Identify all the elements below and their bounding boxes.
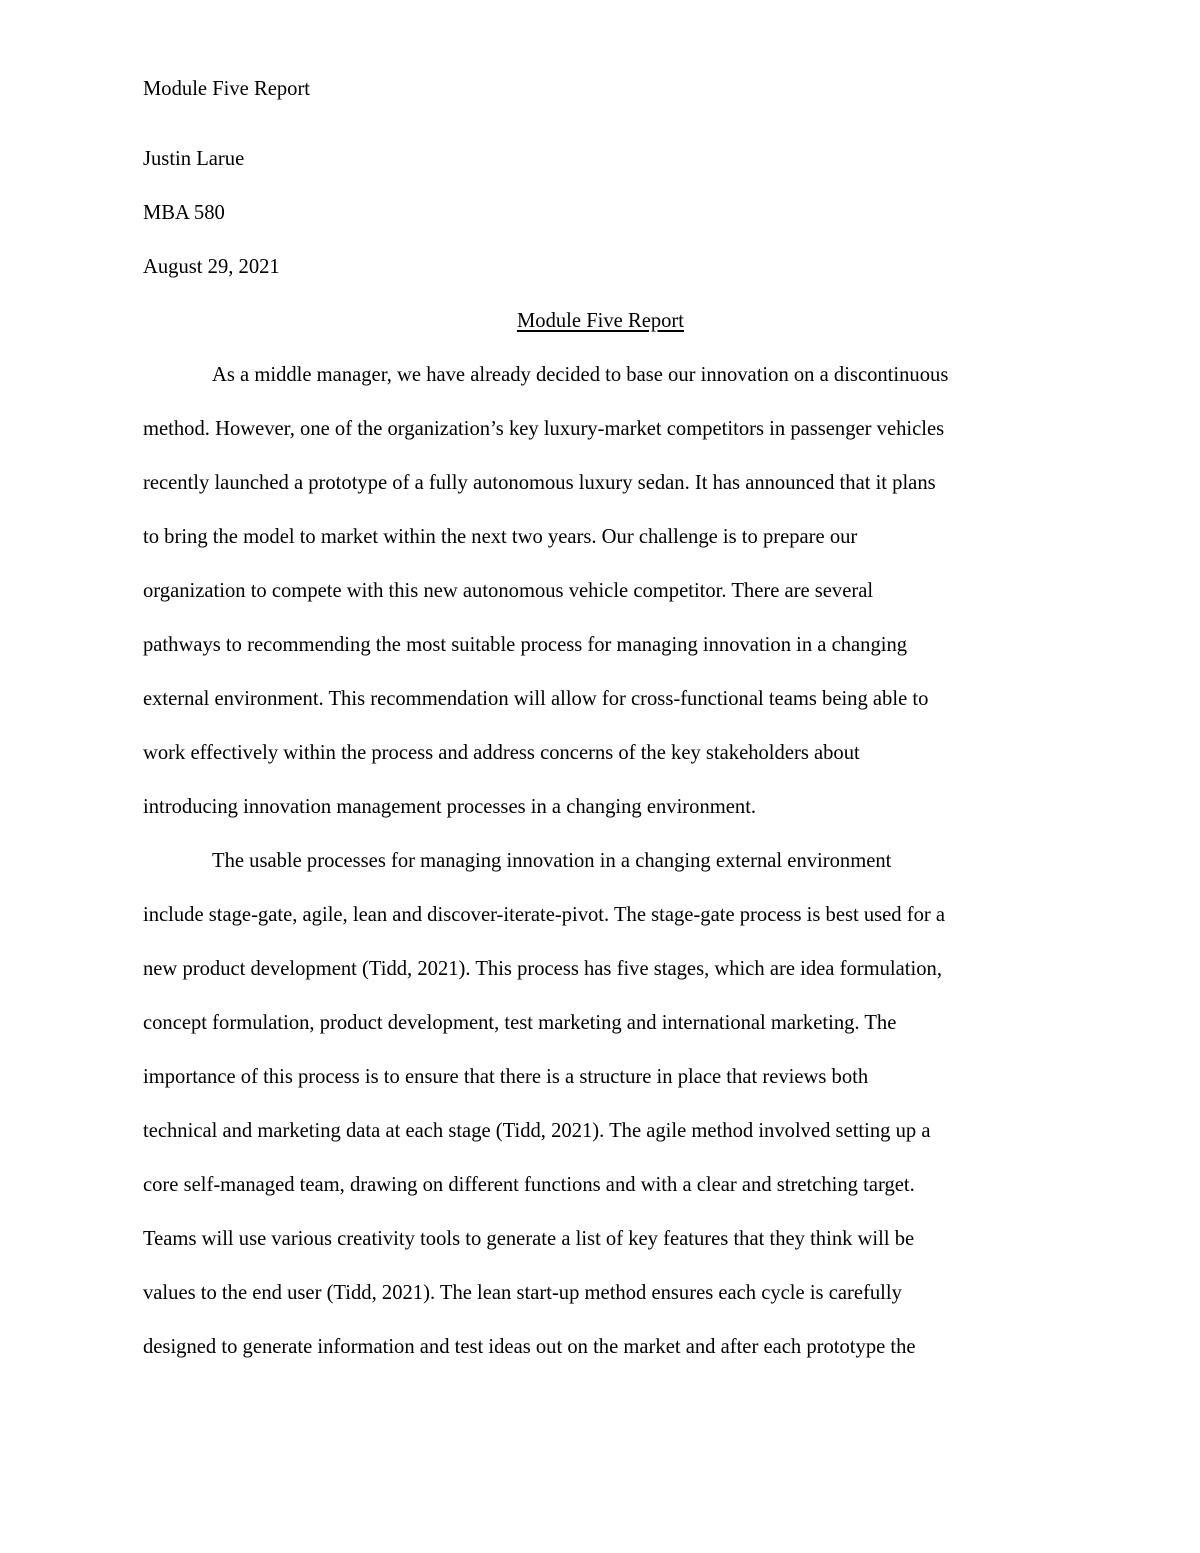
paragraph-line: designed to generate information and test ideas out on the market and after each prototype the bbox=[143, 1336, 916, 1358]
paragraph-line: values to the end user (Tidd, 2021). The lean start-up method ensures each cycle is carefully bbox=[143, 1282, 902, 1304]
paragraph-line: technical and marketing data at each stage (Tidd, 2021). The agile method involved setting up a bbox=[143, 1120, 931, 1142]
paragraph-line: core self-managed team, drawing on different functions and with a clear and stretching target. bbox=[143, 1174, 915, 1196]
paragraph-line: As a middle manager, we have already decided to base our innovation on a discontinuous bbox=[212, 364, 949, 386]
paragraph-line: new product development (Tidd, 2021). This process has five stages, which are idea formulation, bbox=[143, 958, 942, 980]
paragraph-line: organization to compete with this new autonomous vehicle competitor. There are several bbox=[143, 580, 874, 602]
paragraph-line: concept formulation, product development, test marketing and international marketing. The bbox=[143, 1012, 897, 1034]
paragraph-line: method. However, one of the organization’s key luxury-market competitors in passenger vehicles bbox=[143, 418, 945, 440]
paragraph-line: introducing innovation management processes in a changing environment. bbox=[143, 796, 757, 818]
paragraph-line: recently launched a prototype of a fully autonomous luxury sedan. It has announced that it plans bbox=[143, 472, 936, 494]
paragraph-2 bbox=[143, 834, 1058, 1374]
paragraph-line: The usable processes for managing innovation in a changing external environment bbox=[212, 850, 892, 872]
paragraph-line: external environment. This recommendation will allow for cross-functional teams being able to bbox=[143, 688, 929, 710]
paragraph-line: Teams will use various creativity tools to generate a list of key features that they think will be bbox=[143, 1228, 915, 1250]
document-title: Module Five Report bbox=[516, 310, 685, 332]
paragraph-1 bbox=[143, 348, 1058, 834]
paragraph-line: importance of this process is to ensure that there is a structure in place that reviews both bbox=[143, 1066, 869, 1088]
report-date: August 29, 2021 bbox=[143, 256, 280, 278]
paragraph-line: include stage-gate, agile, lean and discover-iterate-pivot. The stage-gate process is best used for a bbox=[143, 904, 946, 926]
running-title: Module Five Report bbox=[143, 78, 311, 100]
paragraph-line: work effectively within the process and address concerns of the key stakeholders about bbox=[143, 742, 860, 764]
author-name: Justin Larue bbox=[143, 148, 245, 170]
paragraph-line: to bring the model to market within the next two years. Our challenge is to prepare our bbox=[143, 526, 858, 548]
course-code: MBA 580 bbox=[143, 202, 225, 224]
paragraph-line: pathways to recommending the most suitable process for managing innovation in a changing bbox=[143, 634, 908, 656]
document-body bbox=[143, 62, 1058, 1374]
